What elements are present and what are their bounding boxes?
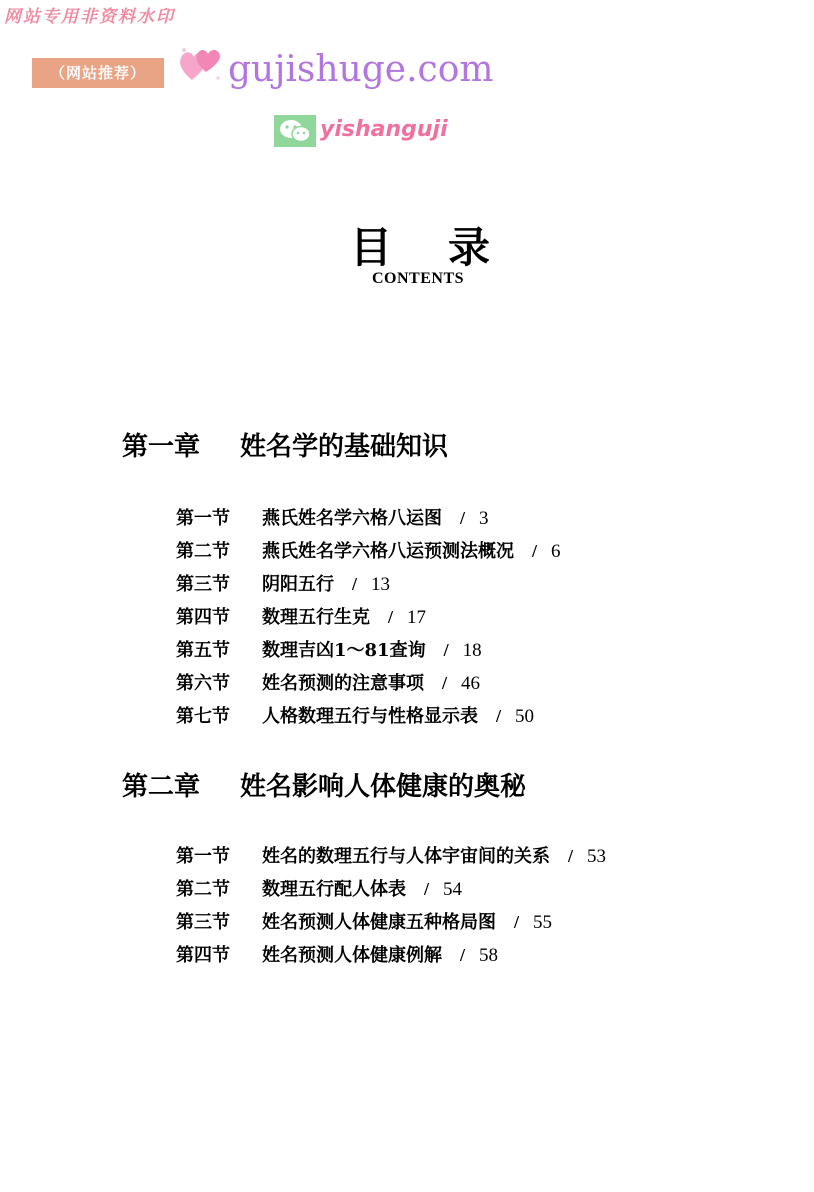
section-title: 姓名预测的注意事项 xyxy=(262,673,424,694)
section-title: 姓名的数理五行与人体宇宙间的关系 xyxy=(262,846,550,867)
section-label: 第七节 xyxy=(176,706,230,727)
section-label: 第一节 xyxy=(176,508,230,529)
section-page: 55 xyxy=(533,912,553,933)
section-label: 第六节 xyxy=(176,673,230,694)
section-page: 58 xyxy=(479,945,499,966)
section-separator: / xyxy=(460,945,466,965)
section-page: 54 xyxy=(443,879,463,900)
hearts-icon xyxy=(178,42,224,86)
section-separator: / xyxy=(388,607,394,627)
section-page: 17 xyxy=(407,607,427,628)
toc-entry[interactable] xyxy=(176,634,561,667)
chapter-section-list xyxy=(176,840,606,972)
wechat-id: yishanguji xyxy=(320,117,448,142)
page-title xyxy=(350,222,490,274)
section-label: 第三节 xyxy=(176,912,230,933)
toc-entry[interactable] xyxy=(176,700,561,733)
section-separator: / xyxy=(460,508,466,528)
chapter-section-list xyxy=(176,502,561,733)
section-separator: / xyxy=(514,912,520,932)
section-title: 阴阳五行 xyxy=(262,574,334,595)
toc-entry[interactable] xyxy=(176,939,606,972)
chapter-title: 姓名影响人体健康的奥秘 xyxy=(240,772,527,802)
toc-entry[interactable] xyxy=(176,906,606,939)
section-title: 数理五行生克 xyxy=(262,607,370,628)
toc-entry[interactable] xyxy=(176,873,606,906)
chapter-heading xyxy=(122,426,448,463)
wechat-icon xyxy=(274,115,316,147)
section-title: 姓名预测人体健康五种格局图 xyxy=(262,912,496,933)
section-page: 46 xyxy=(461,673,481,694)
chapter-label: 第二章 xyxy=(122,772,201,802)
section-separator: / xyxy=(352,574,358,594)
section-title: 人格数理五行与性格显示表 xyxy=(262,706,478,727)
section-page: 50 xyxy=(515,706,535,727)
section-title: 燕氏姓名学六格八运预测法概况 xyxy=(262,541,514,562)
toc-entry[interactable] xyxy=(176,601,561,634)
section-page: 53 xyxy=(587,846,607,867)
section-page: 18 xyxy=(462,640,482,661)
section-label: 第四节 xyxy=(176,945,230,966)
chapter-label: 第一章 xyxy=(122,432,201,462)
section-separator: / xyxy=(442,673,448,693)
section-separator: / xyxy=(496,706,502,726)
section-label: 第一节 xyxy=(176,846,230,867)
section-label: 第二节 xyxy=(176,541,230,562)
section-label: 第五节 xyxy=(176,640,230,661)
site-logo-text: gujishuge.com xyxy=(228,49,494,90)
section-page: 6 xyxy=(551,541,561,562)
page-title-left: 目 xyxy=(350,223,393,272)
recommend-badge: （网站推荐） xyxy=(32,58,164,88)
section-label: 第四节 xyxy=(176,607,230,628)
section-title: 姓名预测人体健康例解 xyxy=(262,945,442,966)
section-separator: / xyxy=(568,846,574,866)
section-separator: / xyxy=(532,541,538,561)
section-title: 燕氏姓名学六格八运图 xyxy=(262,508,442,529)
toc-entry[interactable] xyxy=(176,535,561,568)
watermark-notice: 网站专用非资料水印 xyxy=(4,7,175,27)
section-separator: / xyxy=(424,879,430,899)
section-label: 第三节 xyxy=(176,574,230,595)
page-subtitle: CONTENTS xyxy=(371,270,465,287)
section-label: 第二节 xyxy=(176,879,230,900)
page-title-right: 录 xyxy=(447,223,490,272)
toc-entry[interactable] xyxy=(176,667,561,700)
section-page: 3 xyxy=(479,508,489,529)
toc-entry[interactable] xyxy=(176,568,561,601)
chapter-title: 姓名学的基础知识 xyxy=(240,432,449,462)
section-page: 13 xyxy=(371,574,391,595)
section-title: 数理吉凶1～81查询 xyxy=(262,640,426,661)
section-separator: / xyxy=(443,640,449,660)
section-title: 数理五行配人体表 xyxy=(262,879,406,900)
toc-entry[interactable] xyxy=(176,840,606,873)
chapter-heading xyxy=(122,766,526,803)
toc-entry[interactable] xyxy=(176,502,561,535)
